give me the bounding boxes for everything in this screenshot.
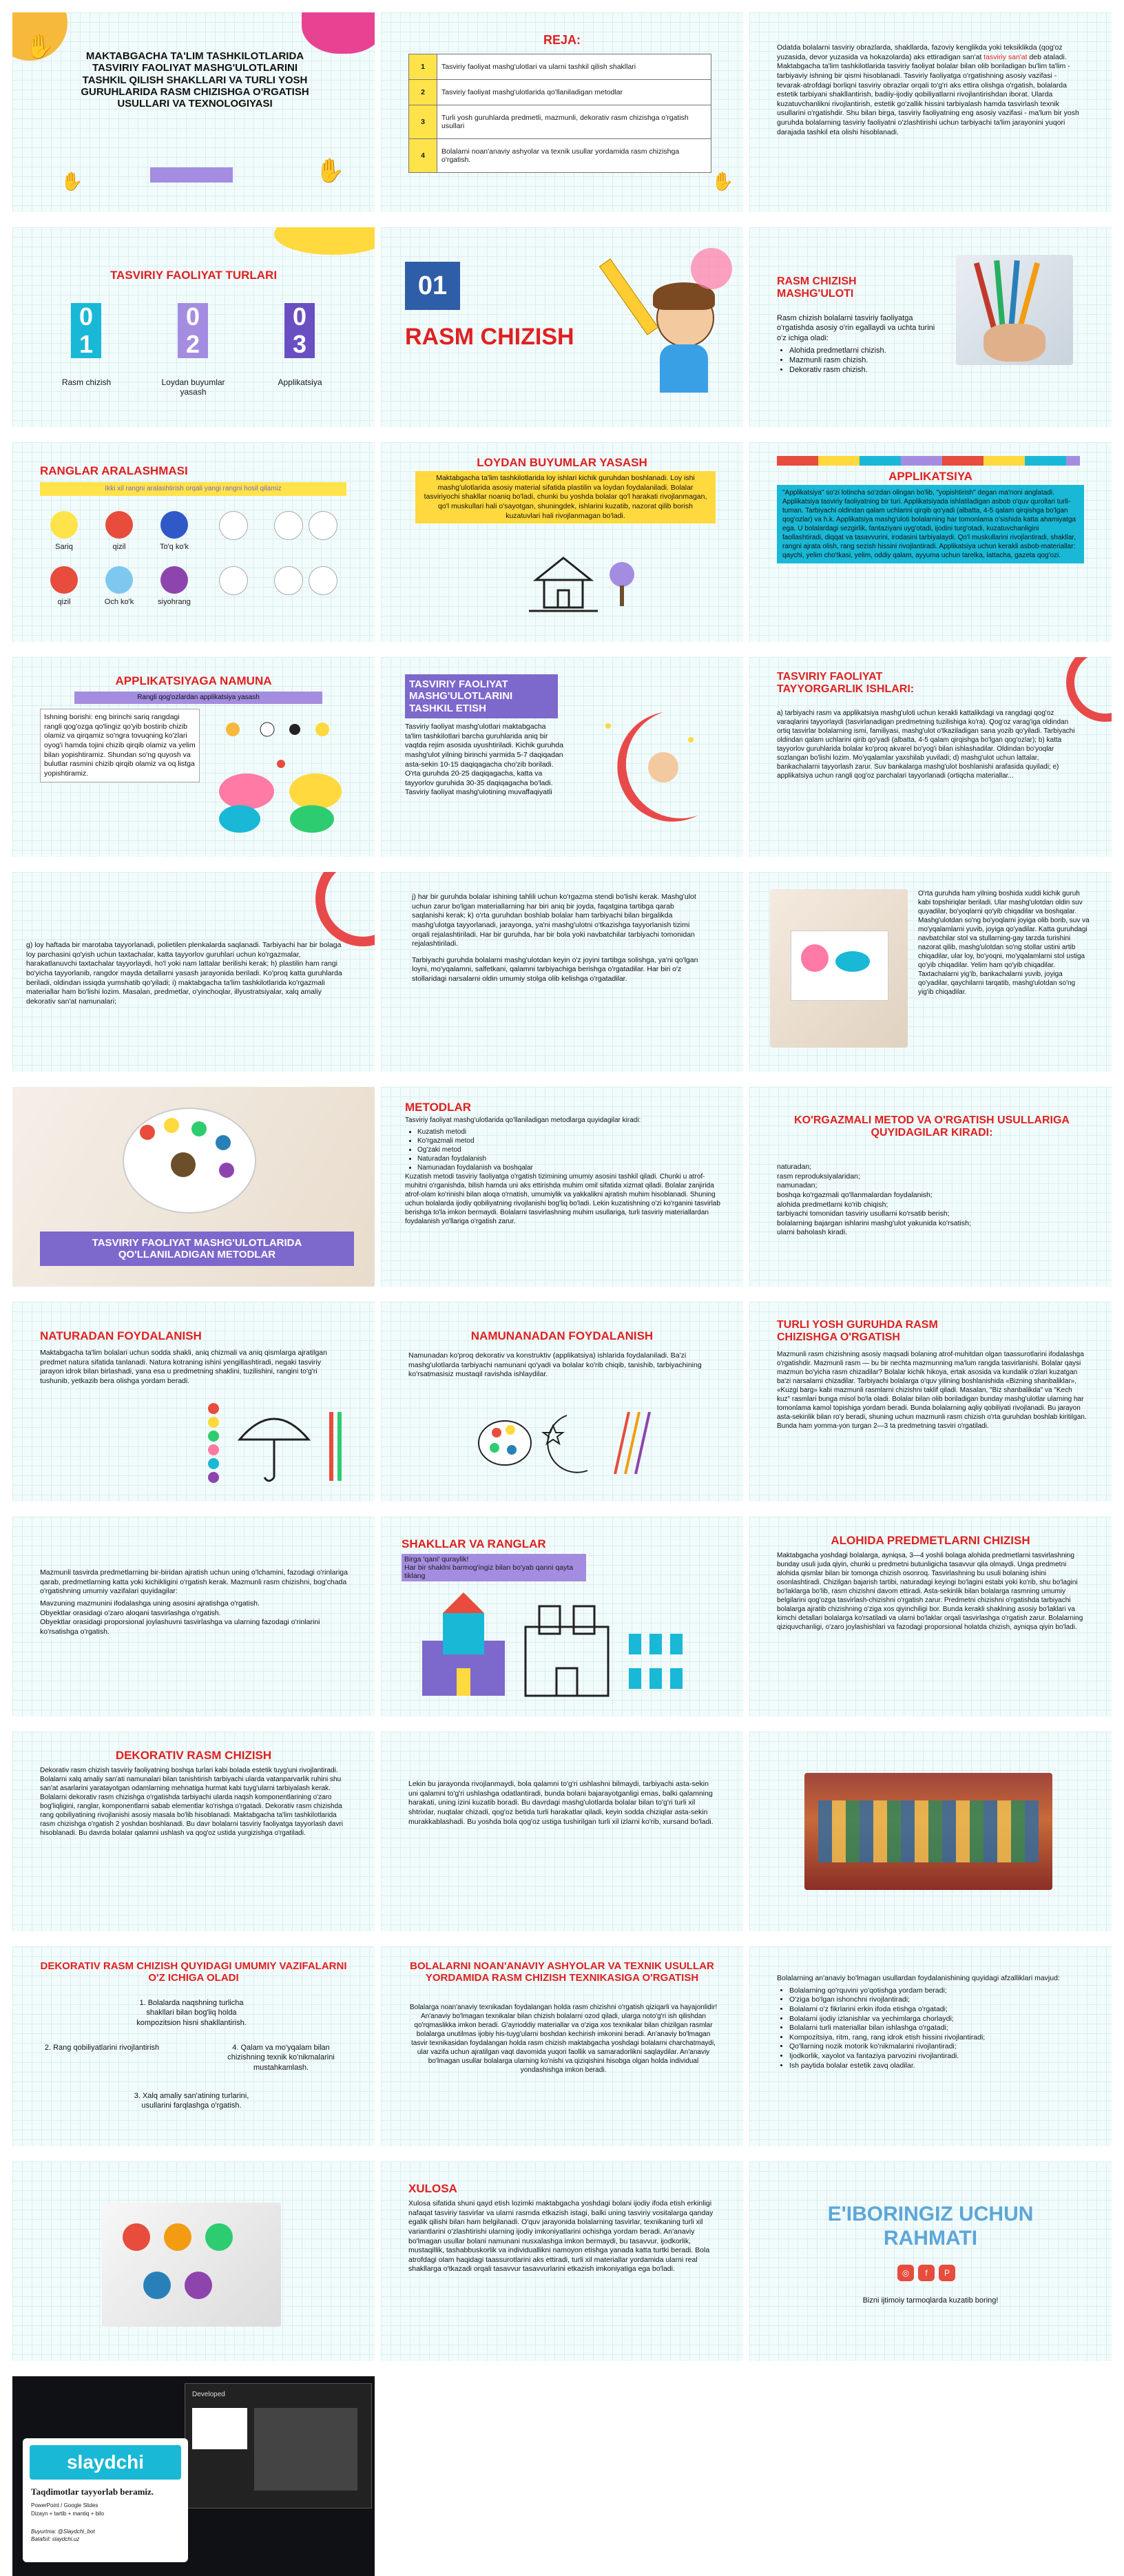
slide-22-objectives — [12, 1517, 375, 1716]
task-item — [129, 1998, 253, 2028]
color-label: qizil — [57, 598, 71, 606]
slide-26-early-age — [381, 1732, 743, 1931]
slide-body — [405, 1116, 722, 1229]
instruction-line: Har bir shaklni barmog'ingiz bilan bo'yab qanni qayta tiklang — [404, 1564, 574, 1580]
plan-number: 1 — [409, 54, 437, 80]
plan-row — [409, 80, 711, 105]
middle-group-text: O'rta guruhda ham yilning boshida xuddi kichik guruh kabi topshiriqlar beriladi. Ular mashg'ulotdan oldin suv quyadilar, bo'yoqlarni qo'yib chiqadilar va boshqalar. Mashg'ulotdan so'ng bo'yoqlarni joyiga olib borib, suv va mo'yqalamlarni yuvib, joyiga qo'yadilar. Katta guruhdagi navbatchilar stol va stullarning-gay tarzda turishini nazorat qilib, mashg'ulotdan so'ng stollar ustini artib chiqadilar, ular loy, bo'yoqni, mo'yqalamlarni stol ustiga qo'yib chiqadilar. Yelim ham qo'yib chiqadilar. Taxtachalarni yig'ib, bankachalarni yuvib, joyiga qo'yadilar, qaychilarni tarqatib, mashg'ulotdan so'ng yig'ib chiqadilar. — [918, 890, 1090, 996]
ad-card — [23, 2438, 188, 2562]
decor-blob — [691, 248, 732, 289]
palette-moon-brushes-icon — [477, 1405, 656, 1481]
plan-row — [409, 139, 711, 173]
slide-title: APPLIKATSIYA — [888, 470, 972, 483]
thanks-line: E'IBORINGIZ UCHUN — [827, 2203, 1034, 2225]
paragraph: Tarbiyachi guruhda bolalarni mashg'ulotdan keyin o'z joyini tartibga solishga, ya'ni qo'lgan loyni, mo'yqalamni, salfetkani, qalamni tarbiyachiga berishga o'rgatadilar. Har biri o'z stollaridagi narsalarni oldin umumiy stolga olib kelishga o'rgatadilar. — [412, 955, 698, 984]
slide-title: RASM CHIZISH MASHG'ULOTI — [777, 276, 857, 300]
yellow-circle — [50, 511, 78, 539]
thanks-line: RAHMATI — [883, 2226, 978, 2250]
number-badge: 0 2 — [178, 303, 208, 358]
social-icons — [897, 2265, 966, 2284]
slide-body — [777, 313, 942, 375]
list-item: • Namunadan foydalanish va boshqalar — [417, 1163, 722, 1172]
facebook-icon[interactable]: f — [918, 2265, 935, 2281]
color-label: Och ko'k — [104, 598, 134, 606]
number-badge: 0 1 — [71, 303, 101, 358]
list-item: • Bolalarni ijodiy izlanishlar va yechimlarga chorlaydi; — [789, 2015, 1080, 2024]
decor-blob — [274, 227, 375, 255]
plan-text: Tasviriy faoliyat mashg'ulotlarida qo'llaniladigan metodlar — [437, 80, 711, 105]
slide-title: BOLALARNI NOAN'ANAVIY ASHYOLAR VA TEXNIK USULLAR YORDAMIDA RASM CHIZISH TEXNIKASIGA O'RGATISH — [410, 1960, 714, 1984]
slide-10-applique-sample — [12, 657, 375, 857]
list-item: Obyektlar orasidagi o'zaro aloqani tasvirlashga o'rgatish. — [40, 1608, 221, 1617]
slide-13-preparation-continued — [12, 872, 375, 1072]
drawing-types-list — [777, 346, 942, 375]
slide-title: TASVIRIY FAOLIYAT TAYYORGARLIK ISHLARI: — [777, 671, 915, 696]
slide-25-decorative — [12, 1732, 375, 1931]
advantages-list — [777, 1986, 1080, 2071]
blue-circle — [160, 511, 188, 539]
task-item — [219, 2043, 343, 2073]
applique-banner: Rangli qog'ozlardan applikatsiya yasash — [74, 692, 322, 704]
methods-list — [405, 1128, 722, 1172]
purple-circle — [160, 566, 188, 594]
slide-body — [777, 1974, 1080, 2070]
boy-with-pencil-illustration — [636, 276, 725, 393]
slide-34-ad — [12, 2376, 375, 2576]
list-item: • Mazmunli rasm chizish. — [789, 355, 942, 365]
color-label: siyohrang — [158, 598, 191, 606]
list-item: • Bolalarning qo'rquvini yo'qotishga yordam beradi; — [789, 1986, 1080, 1996]
list-item: • Kuzatish metodi — [417, 1128, 722, 1136]
empty-circle — [274, 511, 303, 540]
light-blue-circle — [105, 566, 133, 594]
empty-circle — [274, 566, 303, 595]
list-item: ularni baholash kiradi. — [777, 1228, 848, 1237]
task-item — [40, 2043, 164, 2053]
color-label: To'q ko'k — [159, 543, 189, 551]
slide-1-title — [12, 12, 375, 212]
slide-body — [40, 1568, 350, 1637]
slide-title: DEKORATIV RASM CHIZISH QUYIDAGI UMUMIY VAZIFALARNI O'Z ICHIGA OLADI — [40, 1960, 347, 1984]
slide-7-color-mixing — [12, 442, 375, 642]
color-strip — [777, 456, 1080, 466]
slide-14-preparation-continued-2 — [381, 872, 743, 1072]
plan-text: Bolalarni noan'anaviy ashyolar va texnik usullar yordamida rasm chizishga o'rgatish. — [437, 139, 711, 173]
slide-title: TURLI YOSH GURUHDA RASM CHIZISHGA O'RGATISH — [777, 1319, 938, 1344]
instagram-icon[interactable]: ◎ — [897, 2265, 914, 2281]
slide-18-visual-method — [749, 1087, 1112, 1287]
section-title: RASM CHIZISH — [405, 324, 574, 350]
list-item: • Bolalarni turli materiallar bilan ishlashga o'rgatadi; — [789, 2024, 1080, 2033]
slide-title: XULOSA — [408, 2182, 457, 2195]
plan-text: Tasviriy faoliyat mashg'ulotlari va ularni tashkil qilish shakllari — [437, 54, 711, 80]
ad-bullet: Dizayn + tartib + mantiq + bilo — [31, 2511, 105, 2517]
sample-text: Namunadan ko'proq dekorativ va konstruktiv (applikatsiya) ishlarida foydalaniladi. Ba'zi mashg'ulotlarda tarbiyachi namunani qo'yadi va bolalar ko'rib chiqib, tanishib, tarbiyachining ko'rsatmasisiz mustaqil ravishda ishlaydilar. — [408, 1351, 702, 1379]
preparation-continued-text: g) loy haftada bir marotaba tayyorlanadi, polietilen plenkalarda saqlanadi. Tarbiyachi har bir bolaga loy parchasini qo'yish uchun taxtachalar, katta tayyorlov guruhlari uchun ko'rgazmalar, harakatlanuvchi taxtachalar tayyorlaydi, ho'l yoki nam lattalar berilishi kerak; h) plastilin ham rangi bo'yicha tayyorlanib, rangdor mayda detallarni yasash jarayonida beriladi. Ko'proq katta guruhlarda beriladi, oldindan issiqda yumshatib qo'yiladi; i) maktabgacha ta'lim tashkilotlarida ko'rgazmali materiallar ham bo'lishi lozim. Masalan, predmetlar, o'yinchoqlar, illyustratsiyalar, xalq amaliy dekorativ san'at namunalari; — [26, 941, 342, 1006]
activity-label: Rasm chizish — [61, 377, 112, 387]
age-groups-text: Mazmunli rasm chizishning asosiy maqsadi bolaning atrof-muhitdan olgan taassurotlarini ifodalashga o'rgatishdir. Mazmunli rasm — bu bir nechta mazmunning ma'lum rangda tasvirlanishi. Bolalar qaysi mazmun bo'yicha rasm chizadilar? Bolalar kichik hikoya, ertak asosida va kundalik o'zlari kuzatgan ba'zi narsalarni chizadilar. Tarbiyachi bolalarga o'quv yilining boshlanishida «Bizning shanbaliklar», «Kuzgi barg» kabi mazmunli rasmlarni chizishni taklif qiladi. Masalan, "Biz shanbalikda" va "Kech kuz" rasmlari bunga misol bo'la oladi. Bolalar bilan olib boriladigan bunday mashg'ulotlar ularning har tomonlama kamol topishiga yordam beradi. Bunda bolalarning aqliy qobiliyati rivojlanadi. Bu jarayon asta-sekinlik bilan ro'y beradi, shuning uchun mazmunli rasm chizish o'rta guruhdan boshlab kiritilgan. Bunda ham yomma-yon turgan 2—3 ta predmetning tasviri o'rgatiladi. — [777, 1351, 1087, 1430]
slide-body — [412, 893, 701, 987]
slide-11-organization — [381, 657, 743, 857]
intro-paragraph — [777, 43, 1080, 137]
intro-text: Tasviriy faoliyat mashg'ulotlarida qo'llaniladigan metodlarga quyidagilar kiradi: — [405, 1116, 641, 1124]
house-outline-icon — [529, 552, 598, 614]
list-item: • Kompozitsiya, ritm, rang, rang idrok etish hissini rivojlantiradi; — [789, 2033, 1080, 2043]
slide-27-ornament-photo — [749, 1732, 1112, 1931]
hand-print-icon: ✋ — [711, 171, 734, 191]
slide-title: METODLAR — [405, 1101, 472, 1114]
slide-15-middle-group — [749, 872, 1112, 1072]
slide-20-sample — [381, 1302, 743, 1502]
instruction-box — [402, 1554, 586, 1581]
empty-circle — [309, 511, 337, 540]
social-subtitle: Bizni ijtimoiy tarmoqlarda kuzatib boring! — [862, 2296, 999, 2305]
list-item: namunadan; — [777, 1181, 818, 1190]
slide-28-decorative-tasks — [12, 1946, 375, 2146]
slide-title: NAMUNANADAN FOYDALANISH — [470, 1329, 654, 1342]
title-underline-bar — [150, 167, 233, 183]
slide-title: APPLIKATSIYAGA NAMUNA — [115, 674, 272, 687]
ad-bullet: PowerPoint / Google Slides — [31, 2502, 98, 2509]
slide-title: SHAKLLAR VA RANGLAR — [402, 1537, 546, 1550]
applique-text: "Applikatsiya" so'zi lotincha so'zdan olingan bo'lib, "yopishtirish" degan ma'noni anglatadi. Applikatsiya tasviriy faoliyatning bir turi. Applikatsiyada ishlatiladigan asbob o'quv qurollari turli-tuman. Tarbiyachi oldindan qalam uchlarini qirqib qo'yadi (albatta, 4-5 qalam qirqishga bo'lgan qog'ozlar) va h.k. Applikatsiya mashg'uloti bolalarning har tomonlama o'sishida katta ahamiyatga ega. U bolalardagi sezgirlik, fantaziyani uyg'otadi, ijodini turg'otadi, kuzatuvchanligini faollashtiradi, diqqat va tasavvurini, irodasini tarbiyalaydi. Qo'l muskullarini rivojlantiradi, shakllar, rangni ajrata olish, rang sezish hissini rivojlantiradi. Applikatsiya uchun kerakli asbob-materiallar: qaychi, yelim cho'tkasi, yelim, oddiy qalam, ayyuma uchun tarelka, lattacha, gazeta qog'ozi. — [777, 485, 1084, 563]
slide-23-shapes-colors — [381, 1517, 743, 1716]
slide-19-nature — [12, 1302, 375, 1502]
clay-text: Maktabgacha ta'lim tashkilotlarida loy ishlari kichik guruhdan boshlanadi. Loy ishi mashg'ulotlarida asosiy material sifatida plastilin va loydan foydalaniladi. Bolalar tasviriyochi shakllar noaniq bo'ladi, chunki bu yoshda bolalar qo'l harakati rivojlanmagan, qo'l muskullari hali o'sayotgan, shuningdek, ishlarini kuzatib, nazorat qilib borish kuzatuvlari hali rivojlanmagan bo'ladi. — [415, 471, 716, 523]
list-item: tarbiyachi tomonidan tasviriy usullarni ko'rsatib berish; — [777, 1209, 950, 1218]
moon-with-kid-illustration — [581, 698, 718, 836]
list-item: • Ish paytida bolalar estetik zavq oladilar. — [789, 2061, 1080, 2071]
slide-29-nontraditional — [381, 1946, 743, 2146]
task-text: Qalam va mo'yqalam bilan chizishning texnik ko'nikmalarini mustahkamlash. — [227, 2044, 335, 2072]
slide-title: TASVIRIY FAOLIYAT TURLARI — [110, 269, 278, 282]
slide-body — [777, 1163, 1080, 1238]
color-label: qizil — [112, 543, 126, 551]
slide-17-methods — [381, 1087, 743, 1287]
slide-24-single-objects — [749, 1517, 1112, 1716]
decor-blob — [302, 12, 375, 54]
single-objects-text: Maktabgacha yoshdagi bolalarga, ayniqsa, 3—4 yoshli bolaga alohida predmetlarni tasvirlashning bunday usuli juda qiyin, chunki u predmetni butunligicha tasavvur qila olmaydi. Unga predmetni alohida qismlar bilan bir tomonga chizish osonroq. Tasvirlashning bu usuli bolaning ishini osonlashtiradi. Chizilgan bajarish tartibi, naturadagi keyingi bo'lagini estabi yoki ko'rib, shu bo'lagini bo'laklarga bo'lib, rasm chizishni davom ettiradi. Asta-sekinlik bilan bolalarga rasmning umumiy belgilarini qog'ozga tasvirlash-chizishni o'rgatish zarur. Predmetni chizishni o'rgatishda tarbiyachi bolalarga ajratib chizishning o'ziga xos qiyinchiligi bor. Bunda kerakli shaklning asosiy bo'laklari va kimchi detallari bolalarga ko'rsatiladi va ularni bo'laklar orqali tasvirlashga o'rgatish zarur. Bolalarning qiziquvchanligi, o'zaro joylashishlari va fazodagi proporsional holatda chizish, ayniqsa qiyin bo'ladi. — [777, 1552, 1083, 1631]
text-part: Odatda bolalarni tasviriy obrazlarda, shakllarda, fazoviy kenglikda yoki teksiklikda (qog'oz yuzasida, devor yuzasida va hokazolarda) aks ettiradigan san'at — [777, 43, 1063, 61]
activity-label: Applikatsiya — [278, 377, 322, 387]
intro-text: Mazmunli tasvirda predmetlarning bir-biridan ajratish uchun uning o'lchamini, fazodagi o'rinlariga qarab, predmetlarning katta yoki kichikligini o'rgatish kerak. Mazmunli rasm chizishni, bog'chada o'rgatishning umumiy vazifalari quyidagilar: — [40, 1568, 348, 1596]
slide-title: MAKTABGACHA TA'LIM TASHKILOTLARIDA TASVIRIY FAOLIYAT MASHG'ULOTLARINI TASHKIL QILISH SHAKLLARI VA TURLI YOSH GURUHLARIDA RASM CHIZISHGA O'RGATISH USULLARI VA TEXNOLOGIYASI — [81, 50, 309, 110]
ad-bullets — [31, 2502, 104, 2518]
slide-title: NATURADAN FOYDALANISH — [40, 1329, 202, 1342]
red-circle — [50, 566, 78, 594]
paragraph: Kuzatish metodi tasviriy faoliyatga o'rgatish tizimining umumiy asosini tashkil qiladi. Chunki u atrof-muhitni o'rganishda, bilish hamda uni aks ettirishda muhim omil sifatida xizmat qiladi. Bolalar zanjirida atrof-olam ko'rinishi bilan aloqa o'rnatish, umumiylik va yakkalikni ajratish muhim hisoblanadi. Shuning uchun bolalarda ijodiy qobiliyatning rivojlanishi bog'liq bo'ladi. Lekin kuzatishning o'zi ko'rganini tasvirlab berishga to'la imkon bermaydi. Bolalarni tasvirlashning muhim usullariga, turli tasviriy materiallardan foydalanish yo'llariga o'rgatish zarur. — [405, 1173, 720, 1225]
task-text: Rang qobiliyatlarini rivojlantirish — [53, 2044, 160, 2052]
slide-3-intro — [749, 12, 1112, 212]
ad-contact[interactable]: Buyurtma: @Slaydchi_bot — [31, 2528, 95, 2535]
slide-title: TASVIRIY FAOLIYAT MASHG'ULOTLARIDA QO'LLANILADIGAN METODLAR — [40, 1232, 354, 1266]
hand-print-icon: ✋ — [315, 158, 345, 184]
tree-icon — [608, 559, 636, 607]
activity-label: Loydan buyumlar yasash — [161, 377, 225, 397]
slaydchi-logo: slaydchi — [30, 2445, 181, 2480]
list-item: • Og'zaki metod — [417, 1145, 722, 1154]
paint-palette-photo — [102, 2203, 281, 2327]
slide-30-advantages — [749, 1946, 1112, 2146]
intro-text: Bolalarning an'anaviy bo'lmagan usullardan foydalanishining quyidagi afzalliklari mavjud: — [777, 1974, 1060, 1982]
color-mix-banner: Ikki xil rangni aralashtirish orqali yangi rangni hosil qilamiz — [40, 482, 346, 496]
list-item: • Alohida predmetlarni chizish. — [789, 346, 942, 355]
task-number: 4. — [232, 2044, 239, 2052]
plan-table — [408, 54, 711, 173]
plan-text: Turli yosh guruhlarda predmetli, mazmunli, dekorativ rasm chizishga o'rgatish usullari — [437, 105, 711, 139]
paint-dots-icon — [205, 1402, 222, 1484]
ad-contact[interactable]: Batafsil: slaydchi.uz — [31, 2536, 80, 2543]
pinterest-icon[interactable]: P — [939, 2265, 955, 2281]
list-item: • Naturadan foydalanish — [417, 1154, 722, 1163]
slide-title: DEKORATIV RASM CHIZISH — [115, 1749, 272, 1762]
brushes-photo — [956, 255, 1073, 365]
slide-9-applique — [749, 442, 1112, 642]
list-item: alohida predmetlarni ko'rib chiqish; — [777, 1200, 888, 1209]
ad-contacts — [31, 2528, 95, 2543]
slide-title: ALOHIDA PREDMETLARNI CHIZISH — [831, 1534, 1030, 1547]
preparation-text: a) tarbiyachi rasm va applikatsiya mashg'uloti uchun kerakli kattalikdagi va rangdagi qog'oz varaqlarini tayyorlaydi (tasvirlanadigan predmetning tuzilishiga ko'ra). Qog'oz varag'iga oldindan ortiq tasvirlar bolalarning ismi, familiyasi, mashg'ulot o'tkaziladigan sana yozib qo'yiladi. Tarbiyachi oldindan qalam uchlarini qirib qo'yadi (albatta, 4-5 qalam qirqishga bo'lgan qog'ozlar); b) katta tayyorlov guruhlarida bolalar ko'proq akvarel bo'yog'i bilan ishlashadilar. Oldindan bo'yoqlar sozlangan bo'lishi lozim. Mo'yqalamlar yaxshilab yuviladi; d) mashg'ulot uchun lattalar, bankachalarni tayyorlash zarur. Suv bankalarga mashg'ulot boshlanishi arafasida quyiladi; e) applikatsiya uchun rangli qog'oz parchalari tayyorlanadi (ortiqcha materiallar... — [777, 709, 1075, 780]
plan-number: 4 — [409, 139, 437, 173]
ad-headline: Taqdimotlar tayyorlab beramiz. — [31, 2486, 154, 2497]
slide-8-clay — [381, 442, 743, 642]
red-circle — [105, 511, 133, 539]
empty-circle — [309, 566, 337, 595]
hand-print-icon: ✋ — [25, 34, 54, 60]
list-item: • Qo'llarning nozik motorik ko'nikmalarini rivojlantiradi; — [789, 2042, 1080, 2052]
hand-print-icon: ✋ — [61, 171, 83, 191]
slide-4-activity-types — [12, 227, 375, 427]
list-item: • Dekorativ rasm chizish. — [789, 365, 942, 375]
list-item: • Bolalarni o'z fikrlarini erkin ifoda etishga o'rgatadi; — [789, 2005, 1080, 2015]
section-number: 01 — [405, 262, 460, 310]
list-item: Mavzuning mazmunini ifodalashga uning asosini ajratishga o'rgatish. — [40, 1599, 260, 1608]
number-badge: 0 3 — [284, 303, 315, 358]
ad-dev-label: Developed — [192, 2391, 225, 2398]
task-text: Xalq amaliy san'atining turlarini, usullarini farqlashga o'rgatish. — [141, 2092, 249, 2110]
empty-circle — [219, 511, 248, 540]
list-item: rasm reproduksiyalaridan; — [777, 1172, 860, 1181]
instruction-line: Birga 'qani' quraylik! — [404, 1555, 469, 1564]
list-item: • O'ziga bo'lgan ishonchni rivojlantiradi; — [789, 1995, 1080, 2005]
slide-title: RANGLAR ARALASHMASI — [40, 464, 188, 477]
empty-circle — [219, 566, 248, 595]
castles-illustration — [408, 1592, 711, 1703]
early-age-text: Lekin bu jarayonda rivojlanmaydi, bola qalamni to'g'ri ushlashni bilmaydi, tarbiyachi asta-sekin uni qalamni to'g'ri ushlashga odatlantiradi, bunda bolani bajarayotganligi emas, balki qalamning harakati, uning izini kuzatib boradi. Bu davrdagi mashg'ulotlarda bolalar bilan to'g'ri turli xil shtrixlar, nuqtalar chizadi, qog'oz betida turli harakatlar qiladi, keyin sodda chiziqlar asta-sekin murakkablashadi. Bu yoshda bola qog'oz ustiga tushirilgan turli xil izlarni ko'rib, xursand bo'ladi. — [408, 1780, 714, 1826]
task-item — [129, 2091, 253, 2111]
slide-21-age-groups — [749, 1302, 1112, 1502]
slide-33-thanks — [749, 2161, 1112, 2361]
slide-2-plan — [381, 12, 743, 212]
intro-text: Rasm chizish bolalarni tasviriy faoliyatga o'rgatishda asosiy o'rin egallaydi va uchta turini o'z ichiga oladi: — [777, 314, 935, 342]
slide-title: REJA: — [543, 33, 581, 47]
plan-number: 3 — [409, 105, 437, 139]
chicken-sun-cloud-applique — [212, 716, 350, 840]
plan-row — [409, 54, 711, 80]
slide-title: KO'RGAZMALI METOD VA O'RGATISH USULLARIGA QUYIDAGILAR KIRADI: — [794, 1114, 1070, 1139]
list-item: boshqa ko'rgazmali qo'llanmalardan foydalanish; — [777, 1190, 933, 1199]
slide-31-paints-photo — [12, 2161, 375, 2361]
applique-steps-text: Ishning borishi: eng birinchi sariq rangdagi rangli qog'ozga qo'lingiz qo'yib bostirib chizib olamiz va qirqamiz so'ngra tovuqning ko'zlari oyog'i hamda tojini chizib qirqib olamiz va yelim bilan yopishtiramiz. Shundan so'ng quyosh va bulutlar rasmini chizib qirqib olamiz va oq listga yopishtiramiz. — [40, 709, 200, 782]
ad-screenshot-preview — [185, 2383, 372, 2509]
task-number: 2. — [44, 2044, 52, 2052]
task-number: 3. — [134, 2092, 140, 2100]
task-text: Bolalarda naqshning turlicha shakllari bilan bog'liq holda kompozitsion hisni shakllantirish. — [136, 1999, 247, 2027]
slide-6-drawing-lesson — [749, 227, 1112, 427]
painting-child-photo — [770, 889, 908, 1048]
slide-title: TASVIRIY FAOLIYAT MASHG'ULOTLARINI TASHKIL ETISH — [405, 674, 558, 718]
highlighted-term: tasviriy san'at — [984, 52, 1028, 61]
list-item: • Ko'rgazmali metod — [417, 1136, 722, 1145]
slide-16-methods-title — [12, 1087, 375, 1287]
organization-text: Tasviriy faoliyat mashg'ulotlari maktabgacha ta'lim tashkilotlari barcha guruhlarida aniq bir vaqtda rejim asosida uyushtiriladi. Kichik guruhda mashg'ulot yilning birinchi yarmida 5-7 daqiqadan asta-sekin 10-15 daqiqagacha cho'zib boriladi. O'rta guruhda 20-25 daqiqagacha, katta va tayyorlov guruhida 30-35 daqiqagacha bo'ladi. Tasviriy faoliyat mashg'ulotining muvaffaqiyatli — [405, 723, 563, 797]
paragraph: j) har bir guruhda bolalar ishining tahlili uchun ko'rgazma stendi bo'lishi kerak. Mashg'ulot uchun zarur bo'lgan materiallarning har biri aniq bir joyda, faqatgina tartibga qarab saqlanishi kerak; k) o'rta guruhdan boshlab bolalar ham tarbiyachi bilan birgalikda mashg'ulotga tayyorlanadi, jarayonga, ya'ni mashg'ulotni o'tkazishga tayyorlanish tizimi orqali rejalashtiriladi. Har bir guruhda, har bir bola yoki navbatchilar tarbiyachi tomonidan rejalashtiriladi. — [412, 893, 696, 948]
thanks-title — [749, 2203, 1112, 2250]
text-part: deb ataladi. Maktabgacha ta'lim tashkilotlarida tasviriy faoliyat bolalar bilan olib boriladigan bu'lim ta'lim - tarbiyaviy ishning bir qismi hisoblanadi. Tasviriy faoliyatga o'rgatishning asosiy vazifasi - tevarak-atrofdagi borliqni tasviriy obrazlar orqali to'g'ri aks ettira olishga o'rgatish, bolalarda estetik tarbiyani shakllantirish, badiiy-ijodiy qobiliyatlarni rivojlantirishdan iborat. Ularda kuzatuvchanlikni rivojlantirish, estetik go'zallik hissini tarbiyalash hamda tasvirlash texnik usullarini o'rgatishdir. Shu bilan birga, tasviriy faoliyatning eng asosiy vazifasi - ma'lum bir yosh guruhda bolalarning tasviriy faoliyatni o'zlashtirishi uchun tarbiyachi ta'lim jarayonini yuqori darajada tashkil eta olishi hisoblanadi. — [777, 52, 1079, 136]
slide-title: LOYDAN BUYUMLAR YASASH — [477, 456, 647, 469]
list-item: • Ijodkorlik, xayolot va fantaziya parvozini rivojlantiradi. — [789, 2052, 1080, 2061]
task-number: 1. — [139, 1999, 146, 2007]
slide-12-preparation — [749, 657, 1112, 857]
decorative-text: Dekorativ rasm chizish tasviriy faoliyatning boshqa turlari kabi bolada estetik tuyg'uni rivojlantiradi. Bolalarni xalq amaliy san'ati namunalari bilan tanishtirish tarbiyachi ularda vatanparvarlik ruhini shu san'at asarlarini yaratayotgan odamlarning mehnatiga hurmat kabi tuyg'ularni tarbiyalash kerak. Bolalarni dekorativ rasm chizishga o'rgatishda tarbiyachi ularda naqsh komponentlarining o'zaro bog'liqligini, ranglar, komponentlarni sabab elementlar ko'rishga o'rgatadi. Dekorativ rasm chizishda rang qobiliyatining rivojlanishi asosiy masala bo'lib hisoblanadi. Maktabgacha ta'lim tashkilotlarida rasm chizishga o'rgatish 2 yoshdan boshlanadi. Bu davr bolalarni tasviriy faoliyatga tayyorlash davri hisoblanadi. Bu davrda bolalar qalamni ushlash va qog'oz ustida yurgizishga o'rgatiladi. — [40, 1767, 343, 1837]
list-item: bolalarning bajargan ishlarini mashg'ulot yakunida ko'rsatish; — [777, 1218, 971, 1227]
list-item: naturadan; — [777, 1163, 812, 1171]
list-item: Obyektlar orasidagi proporsional joylashuvni tasvirlashga va ularning fazodagi o'rinlarini ko'rsatishga o'rgatish. — [40, 1618, 320, 1636]
plan-row — [409, 105, 711, 139]
decor-ring — [315, 872, 375, 946]
conclusion-text: Xulosa sifatida shuni qayd etish lozimki maktabgacha yoshdagi bolani ijodiy ifoda etish erkinligi nafaqat tasviriy tasvirlar va ularni rasmda etkazish istagi, balki uning tasviriy vositalarga qanday egalik qilishi bilan ham belgilanadi. O'quv jarayonida bolalarning tasvirlar, texnikaning turli xil variantlarini o'zlashtirishi ularning ijodiy imkoniyatlarini ochishga yordam beradi. An'anaviy bo'lmagan usullar bolani namunani nusxalashga imkon bermaydi, bu tasavvur, ijodkorlik, mustaqillik, tashabbuskorlik va individuallikni namoyon etishga yanada katta turtki beradi. Bola atrofdagi olam haqidagi taassurotlarini aks ettiradi, turli xil materiallar yordamida ularni real shakllarga o'tkazadi orqali tasavvur tasavvurlarini etkazish imkoniyatiga ega bo'ladi. — [408, 2199, 714, 2274]
slide-5-drawing-section — [381, 227, 743, 427]
ornament-photo — [804, 1773, 1052, 1890]
nontraditional-text: Bolalarga noan'anaviy texnikadan foydalangan holda rasm chizishni o'rgatish qiziqarli va hayajonlidir! An'anaviy bo'lmagan texnikalar bilan chizish bolalarni ozod qiladi, ularga noto'g'ri ish qilishdan qo'rqmaslikka imkon beradi. G'ayrioddiy materiallar va o'ziga xos texnikalar bilan chizilgan rasmlar bolalarga unutilmas ijobiy his-tuyg'ularni boshdan kechirish imkonini beradi. An'anaviy bo'lmagan tasvir texnikasidan foydalangan holda rasm chizish maktabgacha yoshdagi bolalarni charchatmaydi, ular vazifa uchun ajratilgan vaqt davomida yuqori faollik va samaradorlikni saqlaydilar. An'anaviy bo'lmagan usullar bolalarga ularning ko'nishi va qiziqishini hisobga olgan holda individual yondashishga imkon beradi. — [409, 2004, 718, 2074]
umbrella-and-pencils-icon — [226, 1398, 350, 1488]
slide-32-conclusion — [381, 2161, 743, 2361]
plan-number: 2 — [409, 80, 437, 105]
nature-text: Maktabgacha ta'lim bolalari uchun sodda shakli, aniq chizmali va aniq qismlarga ajratilgan predmet natura sifatida tanlanadi. Natura kotraning ishini yengillashtiradi, negaki tasviriy jarayon idrok bilan birlashadi, yana esa u predmetning shaklini, tuzilishini, rangini to'g'ri tushunib, yetkazib bera olishga yordam beradi. — [40, 1349, 327, 1385]
color-label: Sariq — [55, 543, 73, 551]
